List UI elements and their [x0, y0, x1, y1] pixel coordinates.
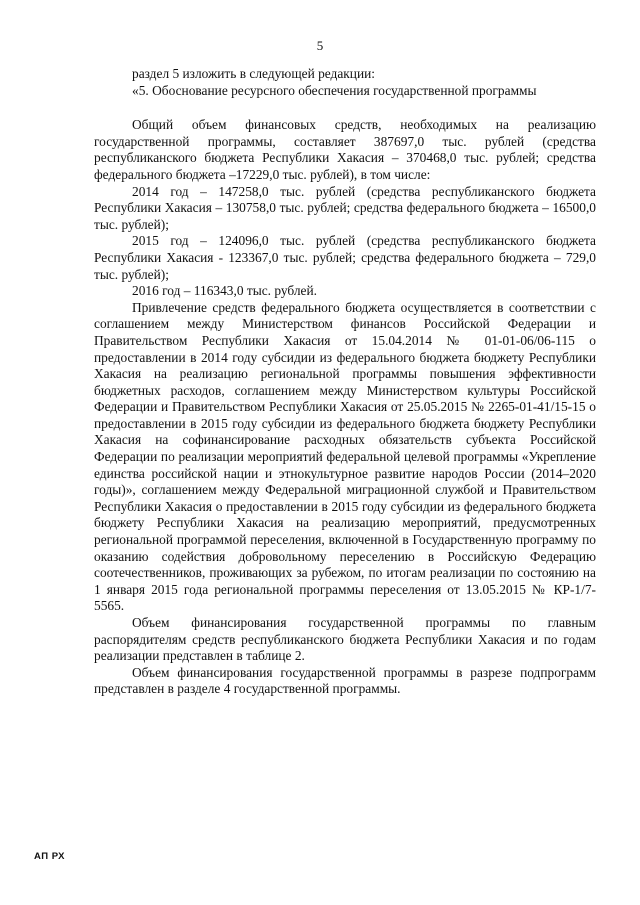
paragraph-subprograms-reference: Объем финансирования государственной программы в разрезе подпрограмм представлен в разделе 4 государственной программы.	[94, 664, 596, 697]
footer-mark: АП РХ	[34, 851, 66, 862]
paragraph-2014: 2014 год – 147258,0 тыс. рублей (средства республиканского бюджета Республики Хакасия – 130758,0 тыс. рублей; средства федерального бюджета – 16500,0 тыс. рублей);	[94, 183, 596, 232]
section-heading: «5. Обоснование ресурсного обеспечения государственной программы	[132, 82, 537, 98]
paragraph-2015: 2015 год – 124096,0 тыс. рублей (средства республиканского бюджета Республики Хакасия - 123367,0 тыс. рублей; средства федерального бюджета – 729,0 тыс. рублей);	[94, 233, 596, 282]
page-number: 5	[316, 38, 324, 53]
paragraph-2016: 2016 год – 116343,0 тыс. рублей.	[132, 283, 318, 299]
paragraph-total-funding: Общий объем финансовых средств, необходимых на реализацию государственной программы, составляет 387697,0 тыс. рублей (средства республиканского бюджета Республики Хакасия – 370468,0 тыс. рублей; средства федерального бюджета –17229,0 тыс. рублей), в том числе:	[94, 117, 596, 182]
intro-line: раздел 5 изложить в следующей редакции:	[132, 66, 376, 81]
paragraph-federal-agreements: Привлечение средств федерального бюджета осуществляется в соответствии с соглашением между Министерством финансов Российской Федерации и Правительством Республики Хакасия от 15.04.2014 № 01-01-06/06-115 о предоставлении в 2014 году субсидии из федерального бюджета бюджету Республики Хакасия на реализацию региональной программы повышения эффективности бюджетных расходов, соглашением между Министерством культуры Российской Федерации и Правительством Республики Хакасия от 25.05.2015 № 2265-01-41/15-15 о предоставлении в 2015 году субсидии из федерального бюджета бюджету Республики Хакасия на софинансирование расходных обязательств субъекта Российской Федерации по реализации мероприятий федеральной целевой программы «Укрепление единства российской нации и этнокультурное развитие народов России (2014–2020 годы)», соглашением между Федеральной миграционной службой и Правительством Республики Хакасия о предоставлении в 2015 году субсидии из федерального бюджета бюджету Республики Хакасия на реализацию мероприятий, предусмотренных региональной программой переселения, включенной в Государственную программу по оказанию содействия добровольному переселению в Российскую Федерацию соотечественников, проживающих за рубежом, по итогам реализации по состоянию на 1 января 2015 года региональной программы переселения от 13.05.2015 № КР-1/7-5565.	[94, 299, 596, 614]
paragraph-table-reference: Объем финансирования государственной программы по главным распорядителям средств республиканского бюджета Республики Хакасия и по годам реализации представлен в таблице 2.	[94, 615, 596, 664]
document-body	[94, 66, 596, 698]
